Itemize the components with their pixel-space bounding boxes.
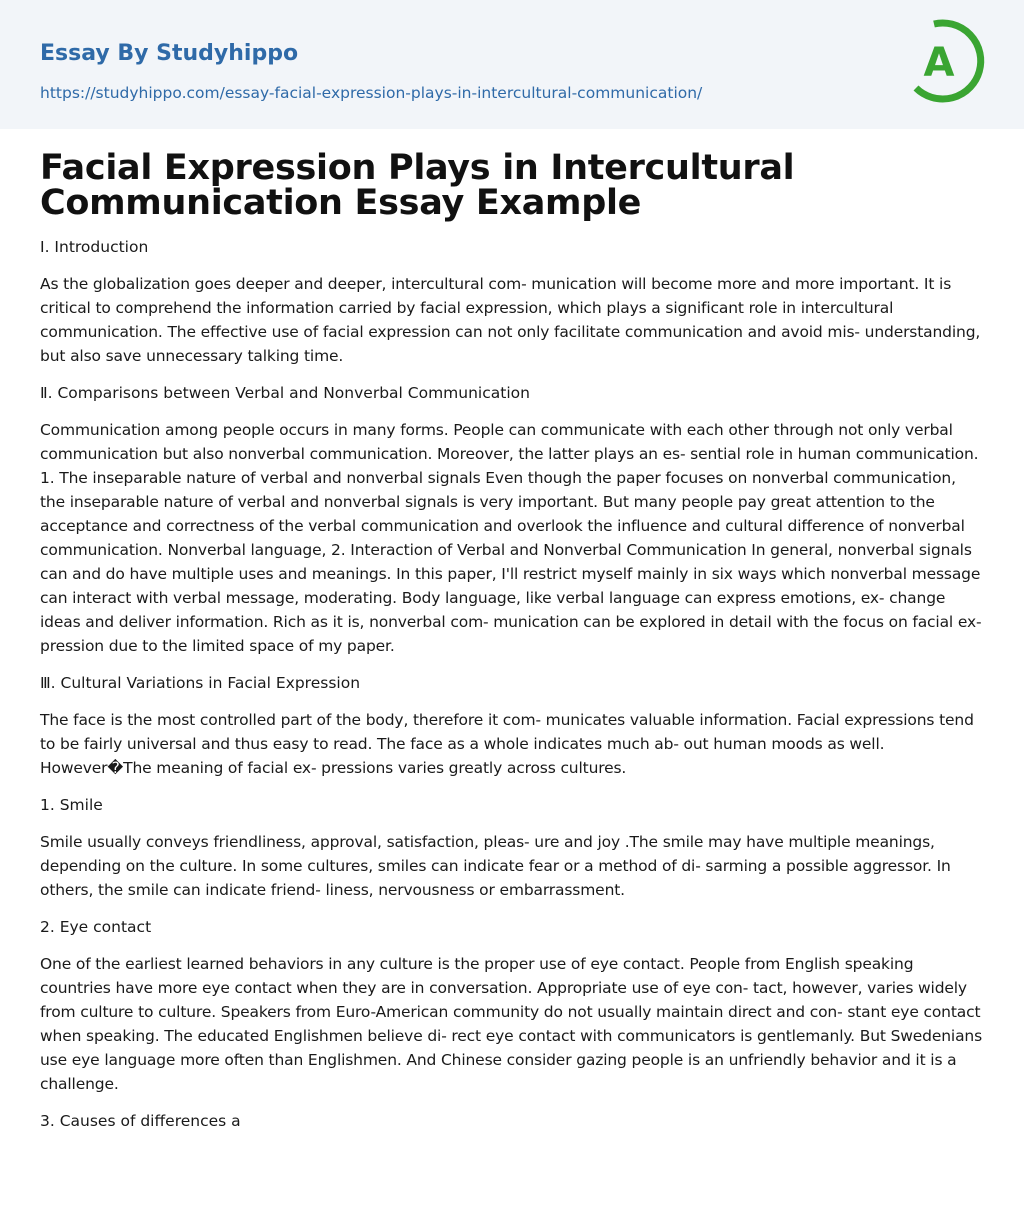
section-heading-cultural-variations: Ⅲ. Cultural Variations in Facial Expression [40,674,361,692]
section-heading-introduction: I. Introduction [40,238,149,256]
logo-letter: A [923,40,955,86]
site-header [0,0,1024,129]
paragraph-comparisons: Communication among people occurs in many forms. People can communicate with each other through not only verbal communication but also nonverbal communication. Moreover, the latter plays an es- sential role in human communication. 1. The inseparable nature of verbal and nonverbal signals Even though the paper focuses on nonverbal communication, the inseparable nature of verbal and nonverbal signals is very important. But many people pay great attention to the acceptance and correctness of the verbal communication and overlook the influence and cultural difference of nonverbal communication. Nonverbal language, 2. Interaction of Verbal and Nonverbal Communication In general, nonverbal signals can and do have multiple uses and meanings. In this paper, I'll restrict myself mainly in six ways which nonverbal message can interact with verbal message, moderating. Body language, like verbal language can express emotions, ex- change ideas and deliver information. Rich as it is, nonverbal com- munication can be explored in detail with the focus on facial ex- pression due to the limited space of my paper. [40,421,982,655]
article-title: Facial Expression Plays in Intercultural Communication Essay Example [40,148,795,223]
article [0,148,1024,1133]
source-url-link[interactable]: https://studyhippo.com/essay-facial-expression-plays-in-intercultural-communication/ [40,84,703,102]
section-heading-comparisons: Ⅱ. Comparisons between Verbal and Nonverbal Communication [40,384,530,402]
paragraph-smile: Smile usually conveys friendliness, approval, satisfaction, pleas- ure and joy .The smile may have multiple meanings, depending on the culture. In some cultures, smiles can indicate fear or a method of di- sarming a possible aggressor. In others, the smile can indicate friend- liness, nervousness or embarrassment. [40,833,951,899]
paragraph-introduction: As the globalization goes deeper and deeper, intercultural com- munication will become more and more important. It is critical to comprehend the information carried by facial expression, which plays a significant role in intercultural communication. The effective use of facial expression can not only facilitate communication and avoid mis- understanding, but also save unnecessary talking time. [40,275,981,365]
paragraph-eye-contact: One of the earliest learned behaviors in any culture is the proper use of eye contact. People from English speaking countries have more eye contact when they are in conversation. Appropriate use of eye con- tact, however, varies widely from culture to culture. Speakers from Euro-American community do not usually maintain direct and con- stant eye contact when speaking. The educated Englishmen believe di- rect eye contact with communicators is gentlemanly. But Swedenians use eye language more often than Englishmen. And Chinese consider gazing people is an unfriendly behavior and it is a challenge. [40,955,983,1093]
paragraph-cultural-variations: The face is the most controlled part of the body, therefore it com- municates valuable information. Facial expressions tend to be fairly universal and thus easy to read. The face as a whole indicates much ab- out human moods as well. However�The meaning of facial ex- pressions varies greatly across cultures. [40,711,974,777]
section-heading-causes: 3. Causes of differences a [40,1112,241,1130]
section-heading-smile: 1. Smile [40,796,103,814]
studyhippo-logo-icon[interactable] [908,18,988,106]
site-brand-title[interactable]: Essay By Studyhippo [40,41,299,66]
section-heading-eye-contact: 2. Eye contact [40,918,152,936]
